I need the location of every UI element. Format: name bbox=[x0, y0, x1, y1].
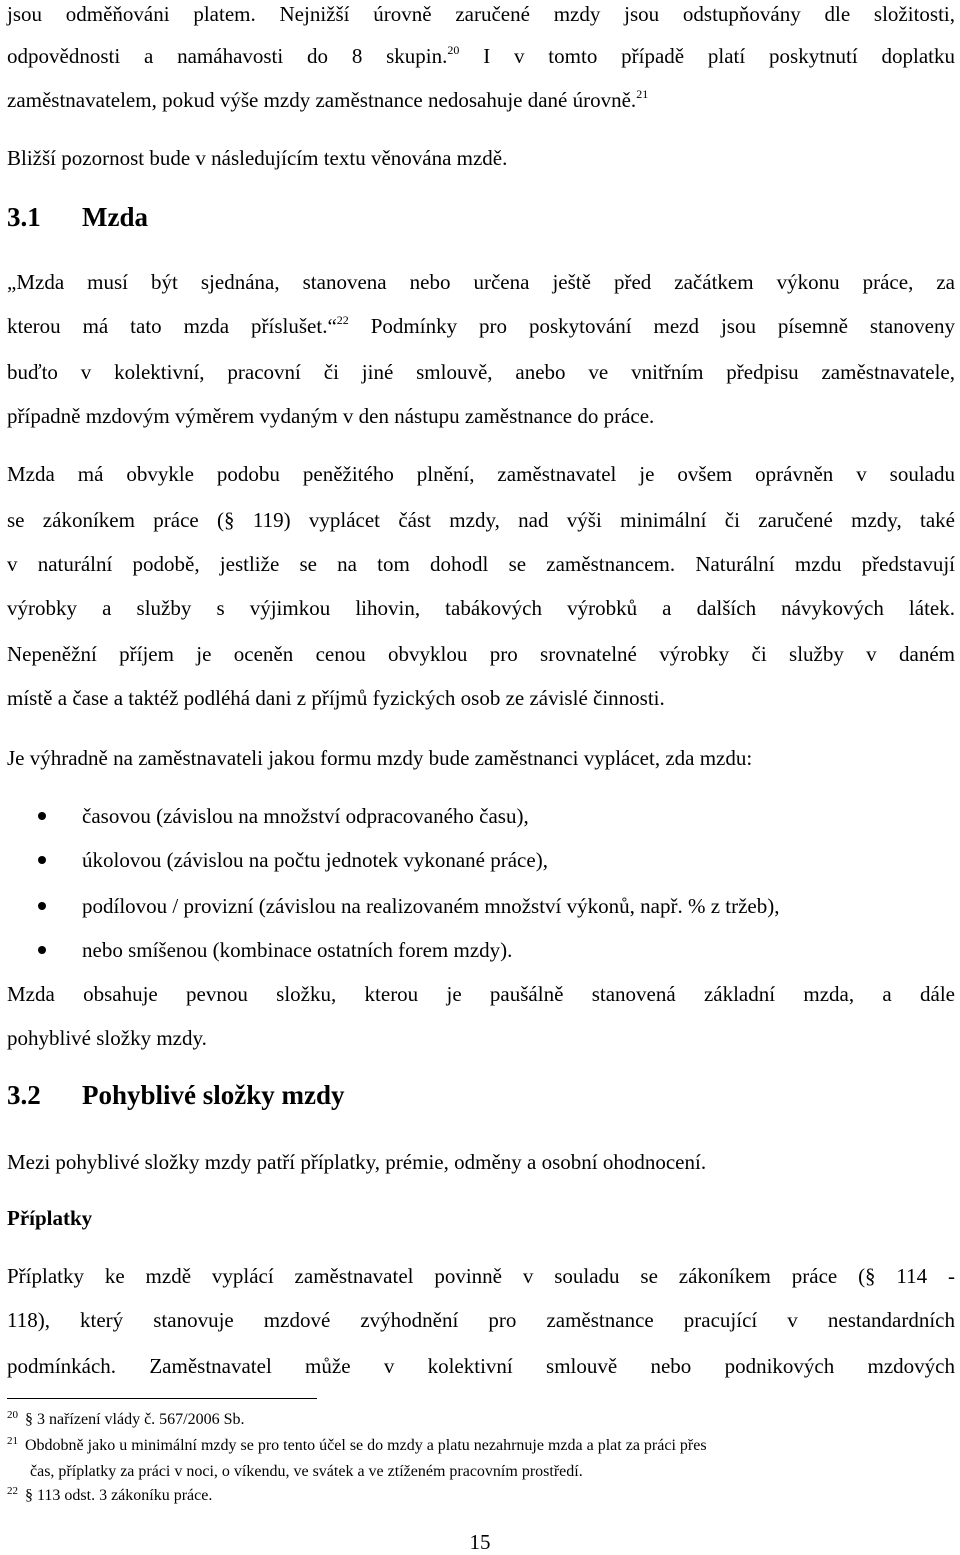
footnote-separator bbox=[7, 1398, 317, 1399]
bullet-icon bbox=[38, 902, 46, 910]
body-line: Příplatky ke mzdě vyplácí zaměstnavatel povinně v souladu se zákoníkem práce (§ 114 - bbox=[7, 1264, 955, 1288]
footnote-text: Obdobně jako u minimální mzdy se pro tento účel se do mzdy a platu nezahrnuje mzda a plat za práci přes bbox=[25, 1437, 707, 1454]
text-span: odpovědnosti a namáhavosti do 8 skupin. bbox=[7, 44, 448, 68]
body-line: buďto v kolektivní, pracovní či jiné smlouvě, anebo ve vnitřním předpisu zaměstnavatele, bbox=[7, 360, 955, 384]
footnote-continuation: čas, příplatky za práci v noci, o víkendu, ve svátek a ve ztíženém pracovním prostředí. bbox=[30, 1463, 583, 1480]
text-span: zaměstnavatelem, pokud výše mzdy zaměstnance nedosahuje dané úrovně. bbox=[7, 88, 637, 112]
bullet-icon bbox=[38, 856, 46, 864]
body-line: 118), který stanovuje mzdové zvýhodnění pro zaměstnance pracující v nestandardních bbox=[7, 1308, 955, 1332]
list-item-text: nebo smíšenou (kombinace ostatních forem mzdy). bbox=[82, 938, 513, 962]
body-line: pohyblivé složky mzdy. bbox=[7, 1026, 207, 1050]
footnote-number: 22 bbox=[7, 1485, 18, 1497]
body-line: se zákoníkem práce (§ 119) vyplácet část mzdy, nad výši minimální či zaručené mzdy, také bbox=[7, 508, 955, 532]
body-line: Mezi pohyblivé složky mzdy patří příplatky, prémie, odměny a osobní ohodnocení. bbox=[7, 1150, 707, 1174]
section-number: 3.1 bbox=[7, 202, 41, 232]
footnote-number: 21 bbox=[7, 1435, 18, 1447]
footnote-text: § 3 nařízení vlády č. 567/2006 Sb. bbox=[25, 1411, 245, 1428]
page-number: 15 bbox=[469, 1530, 491, 1554]
body-line: v naturální podobě, jestliže se na tom dohodl se zaměstnancem. Naturální mzdu představují bbox=[7, 552, 955, 576]
section-heading bbox=[7, 202, 148, 233]
body-line: místě a čase a taktéž podléhá dani z příjmů fyzických osob ze závislé činnosti. bbox=[7, 686, 665, 710]
bullet-icon bbox=[38, 946, 46, 954]
subheading: Příplatky bbox=[7, 1206, 93, 1230]
body-line: Bližší pozornost bude v následujícím textu věnována mzdě. bbox=[7, 146, 508, 170]
section-heading bbox=[7, 1080, 345, 1111]
list-item-text: podílovou / provizní (závislou na realizovaném množství výkonů, např. % z tržeb), bbox=[82, 894, 780, 918]
body-line: Mzda má obvykle podobu peněžitého plnění, zaměstnavatel je ovšem oprávněn v souladu bbox=[7, 462, 955, 486]
text-span: kterou má tato mzda příslušet.“ bbox=[7, 314, 337, 338]
footnote bbox=[7, 1436, 707, 1456]
list-item-text: časovou (závislou na množství odpracovaného času), bbox=[82, 804, 529, 828]
section-title: Pohyblivé složky mzdy bbox=[82, 1080, 345, 1110]
body-line: Nepeněžní příjem je oceněn cenou obvyklou pro srovnatelné výrobky či služby v daném bbox=[7, 642, 955, 666]
body-line bbox=[7, 42, 955, 70]
text-span: Podmínky pro poskytování mezd jsou písemně stanoveny bbox=[348, 314, 955, 338]
body-line: jsou odměňováni platem. Nejnižší úrovně zaručené mzdy jsou odstupňovány dle složitosti, bbox=[7, 2, 955, 26]
footnote-number: 20 bbox=[7, 1409, 18, 1421]
footnote bbox=[7, 1410, 245, 1430]
section-title: Mzda bbox=[82, 202, 148, 232]
text-span: I v tomto případě platí poskytnutí doplatku bbox=[459, 44, 955, 68]
body-line bbox=[7, 86, 955, 114]
body-line: podmínkách. Zaměstnavatel může v kolektivní smlouvě nebo podnikových mzdových bbox=[7, 1354, 955, 1378]
body-line: výrobky a služby s výjimkou lihovin, tabákových výrobků a dalších návykových látek. bbox=[7, 596, 955, 620]
footnote-ref: 20 bbox=[447, 43, 460, 57]
footnote-ref: 22 bbox=[336, 313, 349, 327]
bullet-icon bbox=[38, 812, 46, 820]
list-item-text: úkolovou (závislou na počtu jednotek vykonané práce), bbox=[82, 848, 548, 872]
body-line: případně mzdovým výměrem vydaným v den nástupu zaměstnance do práce. bbox=[7, 404, 655, 428]
footnote-text: § 113 odst. 3 zákoníku práce. bbox=[25, 1487, 213, 1504]
body-line: „Mzda musí být sjednána, stanovena nebo určena ještě před začátkem výkonu práce, za bbox=[7, 270, 955, 294]
footnote bbox=[7, 1486, 212, 1506]
section-number: 3.2 bbox=[7, 1080, 41, 1110]
body-line bbox=[7, 312, 955, 340]
footnote-ref: 21 bbox=[636, 87, 649, 101]
body-line: Mzda obsahuje pevnou složku, kterou je paušálně stanovená základní mzda, a dále bbox=[7, 982, 955, 1006]
body-line: Je výhradně na zaměstnavateli jakou formu mzdy bude zaměstnanci vyplácet, zda mzdu: bbox=[7, 746, 753, 770]
